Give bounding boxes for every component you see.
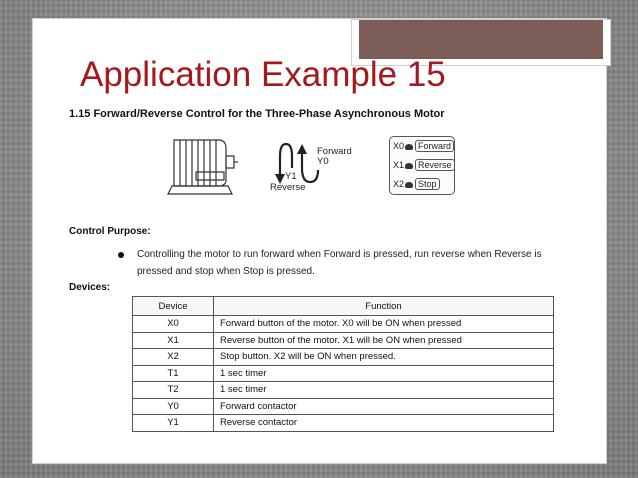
panel-input-label: X2	[393, 179, 405, 189]
table-row	[133, 365, 554, 382]
forward-output-label: Y0	[317, 156, 329, 167]
reverse-label: Reverse	[270, 182, 306, 193]
reverse-button: Reverse	[415, 159, 455, 171]
control-purpose-text: Controlling the motor to run forward when Forward is pressed, run reverse when Reverse is pressed and stop when Stop is pressed.	[137, 249, 542, 277]
control-purpose-heading: Control Purpose:	[69, 226, 151, 237]
push-button-icon	[405, 182, 413, 188]
forward-label: Forward	[317, 146, 352, 157]
panel-input-label: X0	[393, 141, 405, 151]
device-cell: Y1	[133, 415, 214, 432]
forward-button: Forward	[415, 140, 454, 152]
panel-row-reverse	[393, 159, 455, 171]
function-cell: Reverse button of the motor. X1 will be ON when pressed	[214, 332, 554, 349]
devices-heading: Devices:	[69, 282, 111, 293]
motor-icon	[168, 140, 238, 194]
devices-table	[132, 296, 554, 432]
function-cell: Forward button of the motor. X0 will be ON when pressed	[214, 316, 554, 333]
panel-row-stop	[393, 178, 440, 190]
function-cell: Reverse contactor	[214, 415, 554, 432]
stop-button: Stop	[415, 178, 440, 190]
panel-input-label: X1	[393, 160, 405, 170]
device-cell: T2	[133, 382, 214, 399]
column-header-device: Device	[133, 297, 214, 316]
table-row	[133, 382, 554, 399]
device-cell: X2	[133, 349, 214, 366]
decorative-block	[359, 20, 603, 59]
document-subtitle: 1.15 Forward/Reverse Control for the Three-Phase Asynchronous Motor	[69, 108, 445, 120]
reverse-output-label: Y1	[285, 171, 297, 182]
table-row	[133, 332, 554, 349]
bullet-icon	[118, 252, 124, 258]
slide-title: Application Example 15	[80, 55, 446, 94]
function-cell: Forward contactor	[214, 398, 554, 415]
device-cell: X0	[133, 316, 214, 333]
push-button-icon	[405, 144, 413, 150]
button-panel	[389, 136, 455, 195]
column-header-function: Function	[214, 297, 554, 316]
device-cell: T1	[133, 365, 214, 382]
device-cell: X1	[133, 332, 214, 349]
motor-diagram	[166, 132, 366, 202]
table-row	[133, 316, 554, 333]
table-header-row	[133, 297, 554, 316]
table-row	[133, 415, 554, 432]
push-button-icon	[405, 163, 413, 169]
function-cell: 1 sec timer	[214, 365, 554, 382]
table-row	[133, 398, 554, 415]
device-cell: Y0	[133, 398, 214, 415]
function-cell: Stop button. X2 will be ON when pressed.	[214, 349, 554, 366]
table-row	[133, 349, 554, 366]
function-cell: 1 sec timer	[214, 382, 554, 399]
panel-row-forward	[393, 140, 454, 152]
